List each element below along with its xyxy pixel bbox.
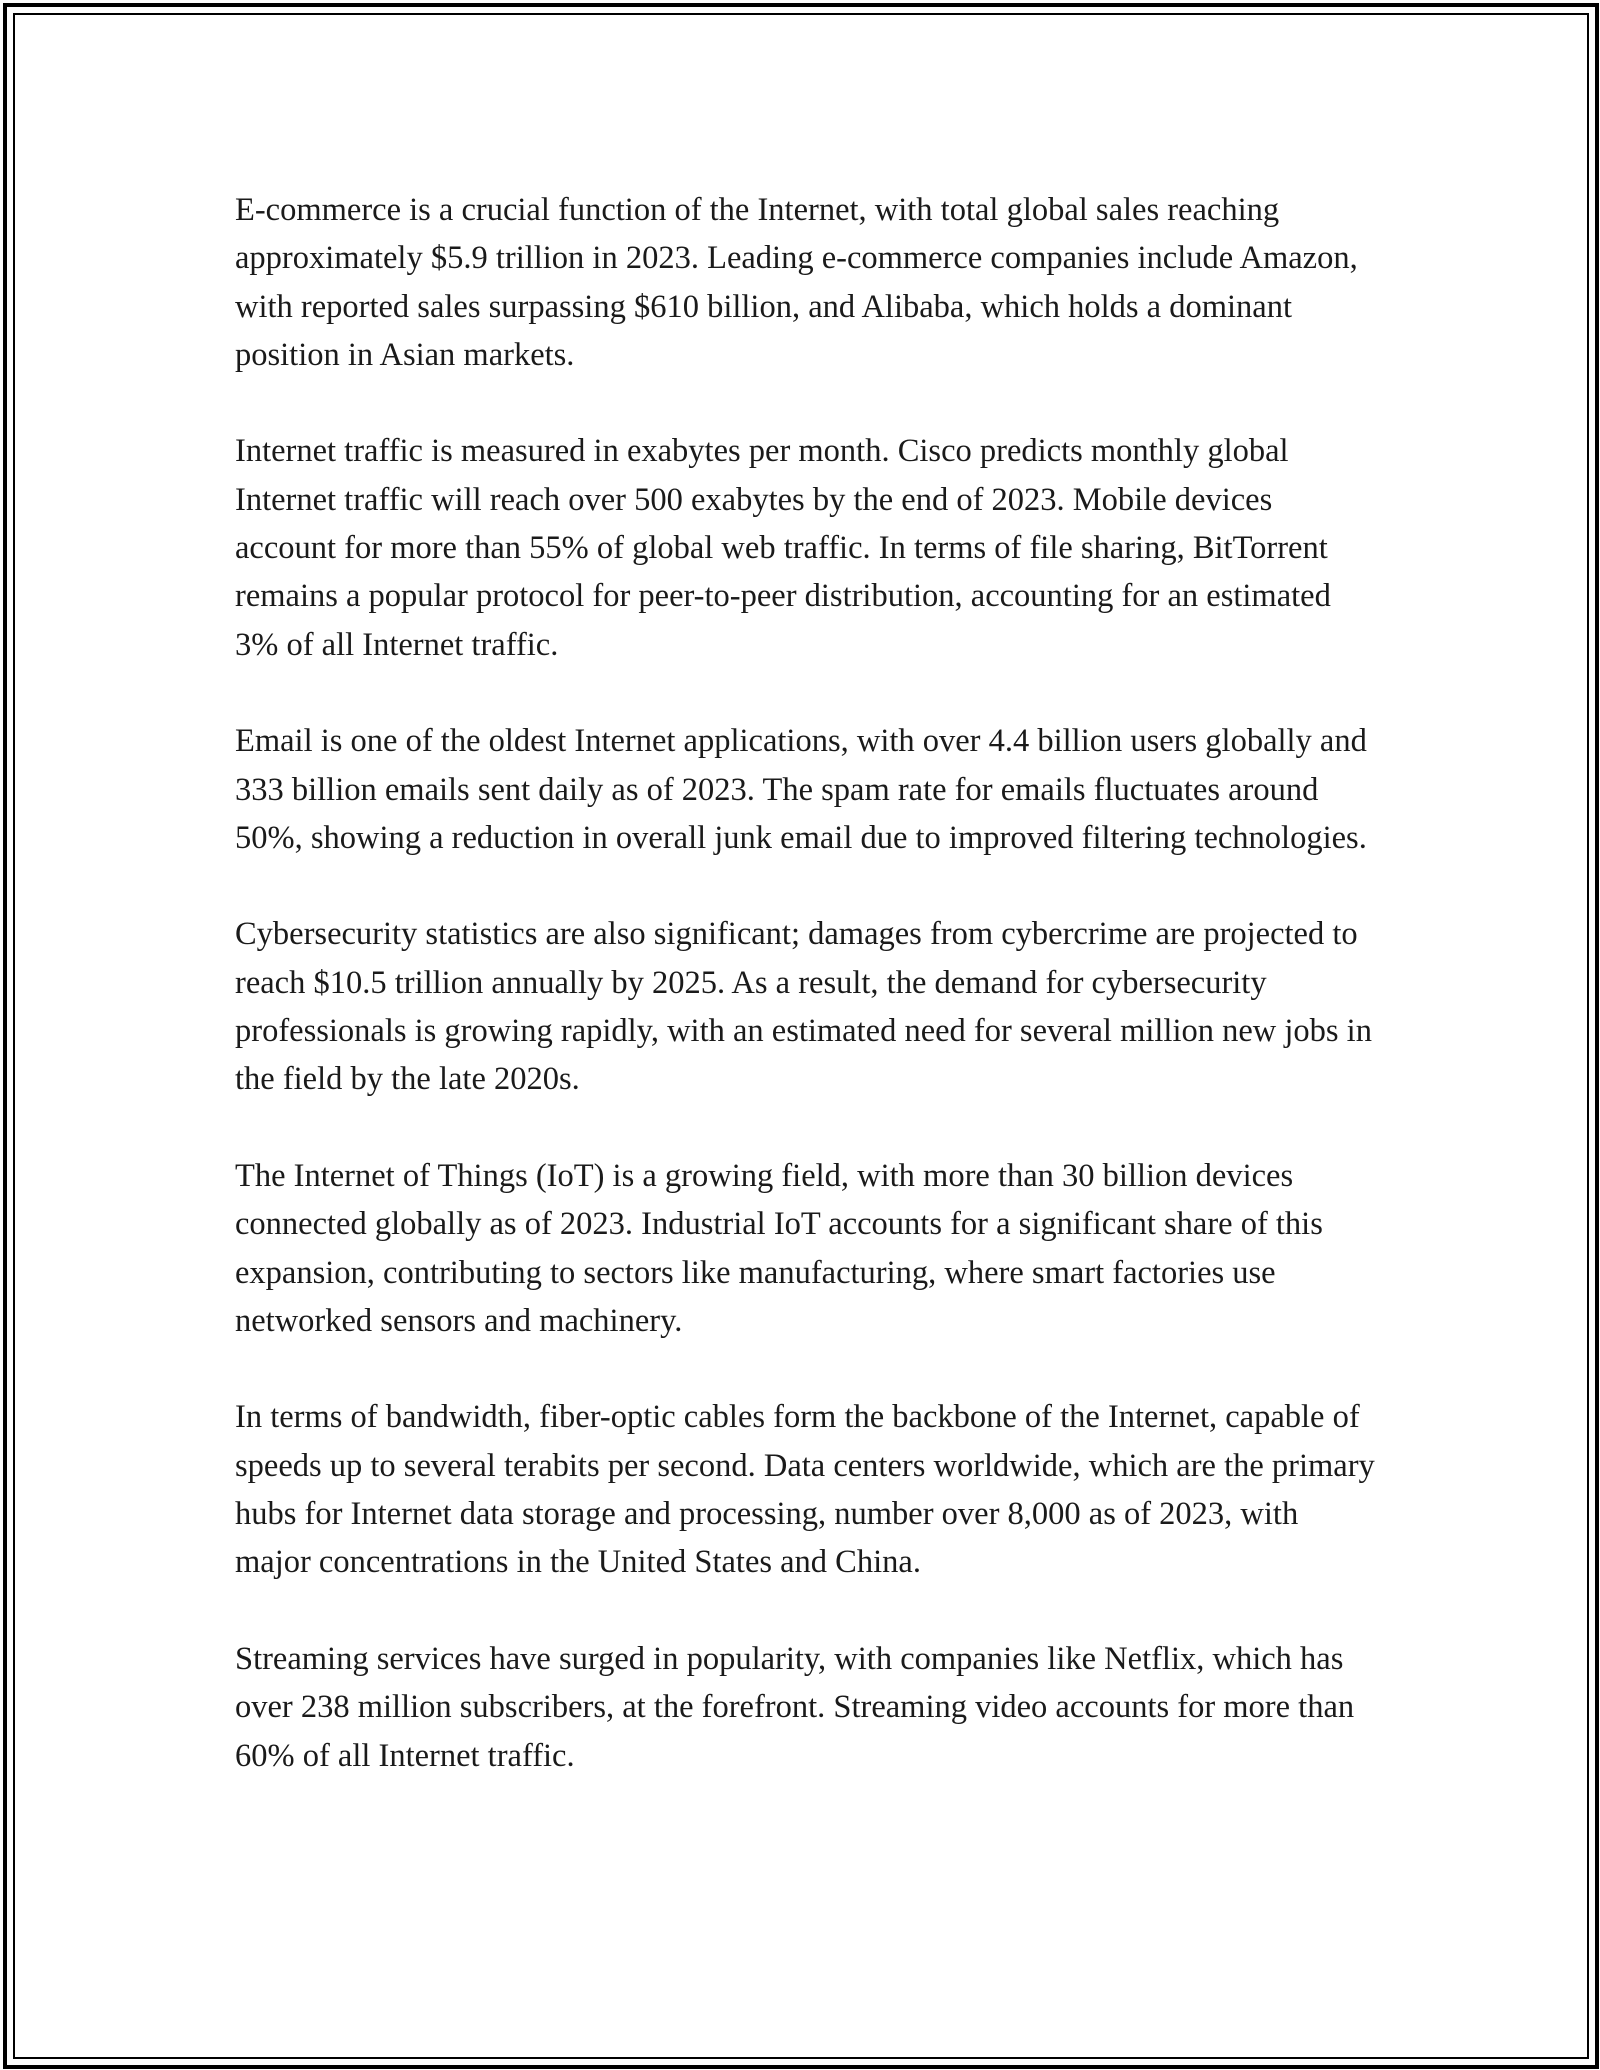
paragraph-internet-traffic: Internet traffic is measured in exabytes per month. Cisco predicts monthly global Internet traffic will reach over 500 exabytes by the end of 2023. Mobile devices account for more than 55% of global web traffic. In terms of file sharing, BitTorrent remains a popular protocol for peer-to-peer distribution, accounting for an estimated 3% of all Internet traffic. — [235, 433, 1331, 663]
paragraph-iot: The Internet of Things (IoT) is a growing field, with more than 30 billion devices connected globally as of 2023. Industrial IoT accounts for a significant share of this expansion, contributing to sectors like manufacturing, where smart factories use networked sensors and machinery. — [235, 1157, 1323, 1339]
paragraph-ecommerce: E-commerce is a crucial function of the Internet, with total global sales reaching approximately $5.9 trillion in 2023. Leading e-commerce companies include Amazon, with reported sales surpassing $610 billion, and Alibaba, which holds a dominant position in Asian markets. — [235, 192, 1358, 373]
paragraph-bandwidth: In terms of bandwidth, fiber-optic cables form the backbone of the Internet, capable of speeds up to several terabits per second. Data centers worldwide, which are the primary hubs for Internet data storage and processing, number over 8,000 as of 2023, with major concentrations in the United States and China. — [235, 1399, 1375, 1581]
paragraph-cybersecurity: Cybersecurity statistics are also significant; damages from cybercrime are projected to reach $10.5 trillion annually by 2025. As a result, the demand for cybersecurity professionals is growing rapidly, with an estimated need for several million new jobs in the field by the late 2020s. — [235, 916, 1372, 1098]
paragraph-streaming: Streaming services have surged in popularity, with companies like Netflix, which has over 238 million subscribers, at the forefront. Streaming video accounts for more than 60% of all Internet traffic. — [235, 1640, 1355, 1774]
document-body — [235, 186, 1375, 1780]
paragraph-email: Email is one of the oldest Internet applications, with over 4.4 billion users globally and 333 billion emails sent daily as of 2023. The spam rate for emails fluctuates around 50%, showing a reduction in overall junk email due to improved filtering technologies. — [235, 723, 1367, 856]
